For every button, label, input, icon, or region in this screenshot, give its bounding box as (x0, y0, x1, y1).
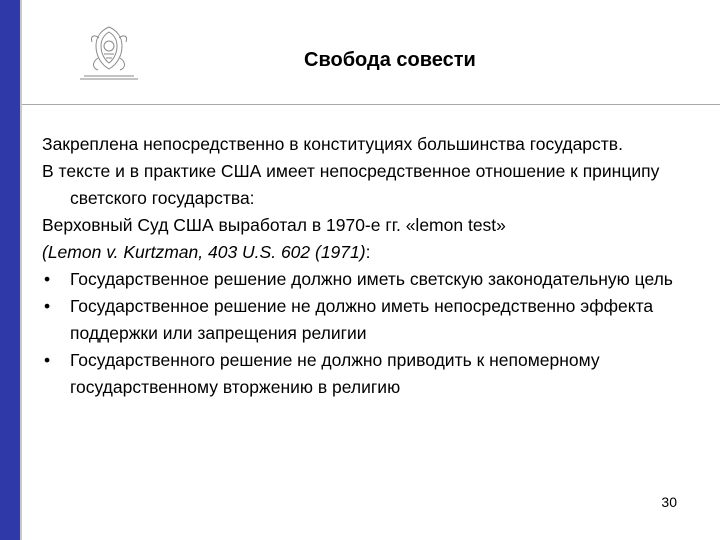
list-item-text: Государственное решение должно иметь светскую законодательную цель (70, 269, 673, 289)
page-number: 30 (661, 494, 677, 510)
case-citation (42, 239, 692, 266)
list-item-text: Государственное решение не должно иметь непосредственно эффекта поддержки или запрещения религии (70, 296, 654, 343)
list-item (42, 266, 692, 293)
header-divider (22, 104, 720, 105)
body-paragraph: Закреплена непосредственно в конституциях большинства государств. (42, 134, 623, 154)
slide-body (42, 131, 692, 401)
body-paragraph: Верховный Суд США выработал в 1970-е гг. «lemon test» (42, 215, 506, 235)
list-item (42, 293, 692, 347)
bullet-marker: • (44, 350, 51, 370)
body-paragraph: В тексте и в практике США имеет непосредственное отношение к принципу светского государства: (42, 161, 660, 208)
case-citation-text: (Lemon v. Kurtzman, 403 U.S. 602 (1971) (42, 242, 366, 262)
slide-header (22, 0, 720, 104)
bullet-marker: • (44, 296, 51, 316)
list-item (42, 347, 692, 401)
crest-logo-icon (74, 24, 144, 82)
left-accent-bar (0, 0, 20, 540)
slide-title: Свобода совести (304, 49, 476, 71)
case-citation-suffix: : (365, 242, 371, 262)
bullet-marker: • (44, 269, 51, 289)
list-item-text: Государственного решение не должно приводить к непомерному государственному вторжению в религию (70, 350, 600, 397)
